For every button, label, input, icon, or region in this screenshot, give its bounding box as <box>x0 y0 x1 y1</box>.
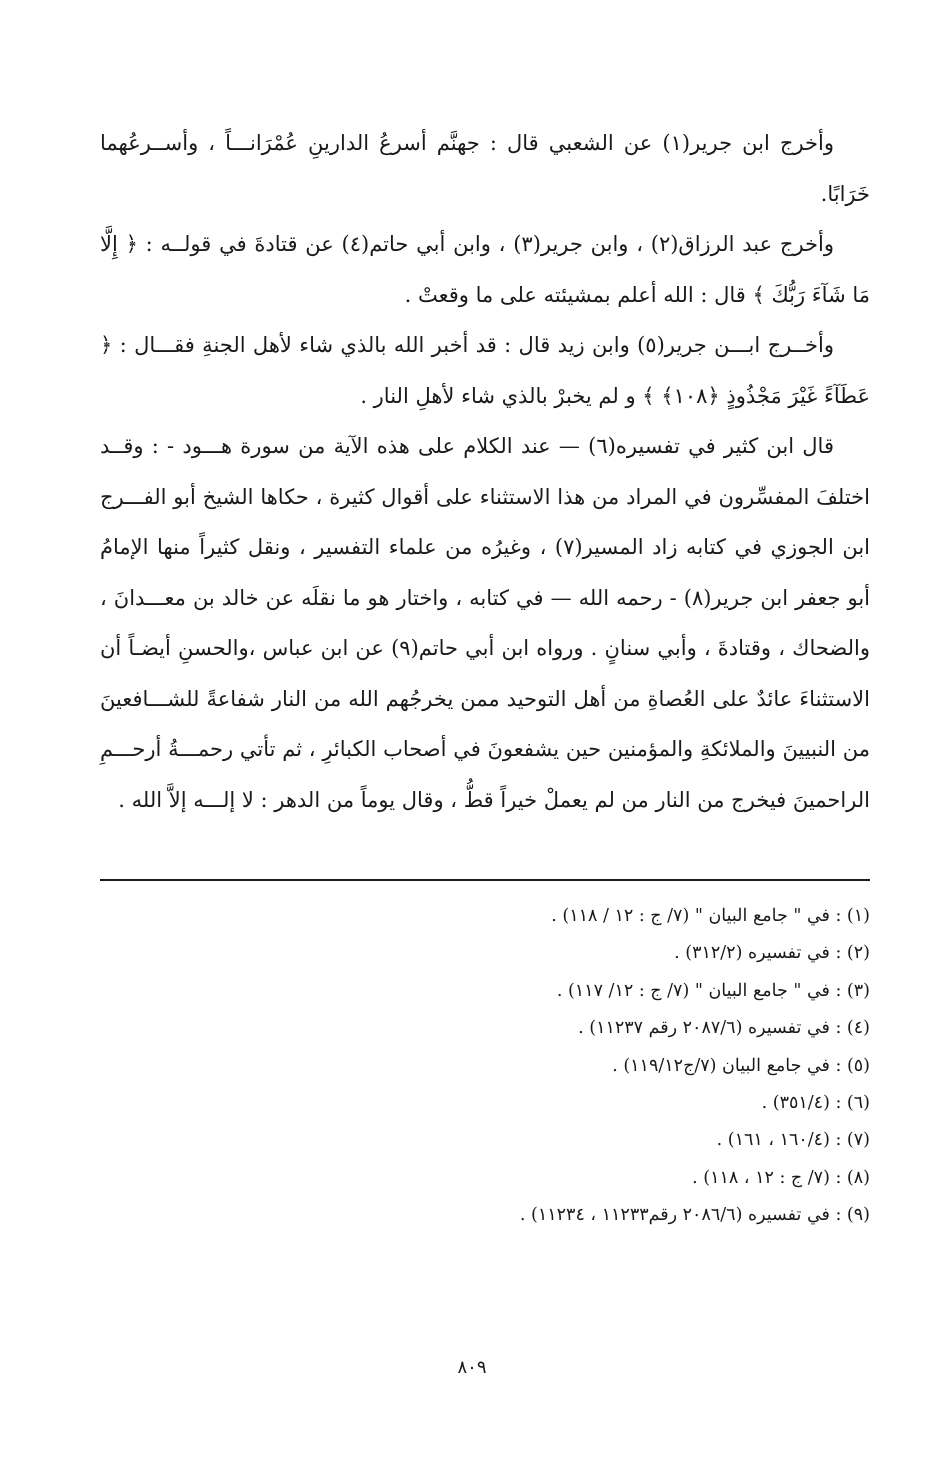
footnote-5: (٥) : في جامع البيان (٧/ج١١٩/١٢) . <box>612 1055 870 1076</box>
footnote-4: (٤) : في تفسيره (٢٠٨٧/٦ رقم ١١٢٣٧) . <box>578 1018 870 1039</box>
footnote-9: (٩) : في تفسيره (٢٠٨٦/٦ رقم١١٢٣٣ ، ١١٢٣٤) . <box>519 1205 870 1226</box>
footnote-8: (٨) : (٧/ ج : ١٢ ، ١١٨) . <box>692 1167 870 1188</box>
paragraph-1: وأخرج ابن جرير(١) عن الشعبي قال : جهنَّم أسرعُ الدارينِ عُمْرَانـــاً ، وأســرعُهما خَرَابًا. <box>100 131 870 206</box>
page-number: ٨٠٩ <box>457 1357 487 1378</box>
paragraph-4: قال ابن كثير في تفسيره(٦) — عند الكلام على هذه الآية من سورة هـــود - : وقــد اختلفَ المفسِّرون في المراد من هذا الاستثناء على أقوال كثيرة ، حكاها الشيخ أبو الفـــرج ابن الجوزي في كتابه زاد المسير(٧) ، وغيرُه من علماء التفسير ، ونقل كثيراً منها الإمامُ أبو جعفر ابن جرير(٨) - رحمه الله — في كتابه ، واختار هو ما نقلَه عن خالد بن معـــدانَ ، والضحاك ، وقتادةَ ، وأبي سنانٍ . ورواه ابن أبي حاتم(٩) عن ابن عباس ،والحسنِ أيضـاً أن الاستثناءَ عائدٌ على العُصاةِ من أهل التوحيد ممن يخرجُهم الله من النار شفاعةً للشـــافعينَ من النبيينَ والملائكةِ والمؤمنين حين يشفعونَ في أصحاب الكبائرِ ، ثم تأتي رحمـــةُ أرحـــمِ الراحمينَ فيخرج من النار من لم يعملْ خيراً قطُّ ، وقال يوماً من الدهر : لا إلـــه إلاَّ الله . <box>100 434 871 812</box>
footnotes <box>100 898 870 1235</box>
footnote-6: (٦) : (٣٥١/٤) . <box>761 1093 870 1114</box>
footnote-1: (١) : في " جامع البيان " (٧/ ج : ١٢ / ١١٨) . <box>551 906 870 926</box>
footnote-7: (٧) : (١٦٠/٤ ، ١٦١) . <box>716 1130 870 1151</box>
body-text <box>100 118 870 825</box>
footnote-3: (٣) : في " جامع البيان " (٧/ ج : ١٢/ ١١٧) . <box>556 980 870 1001</box>
footnote-2: (٢) : في تفسيره (٣١٢/٢) . <box>674 943 870 964</box>
paragraph-3: وأخــرج ابـــن جرير(٥) وابن زيد قال : قد أخبر الله بالذي شاء لأهل الجنةِ فقـــال : ﴿ عَطَآءً غَيْرَ مَجْذُوذٍ ﴿١٠٨﴾ ﴾ و لم يخبرْ بالذي شاء لأهلِ النار . <box>100 333 870 408</box>
footnote-separator <box>100 879 870 881</box>
paragraph-2: وأخرج عبد الرزاق(٢) ، وابن جرير(٣) ، وابن أبي حاتم(٤) عن قتادةَ في قولــه : ﴿ إِلَّا مَا شَآءَ رَبُّكَ ﴾ قال : الله أعلم بمشيئته على ما وقعتْ . <box>100 232 870 307</box>
